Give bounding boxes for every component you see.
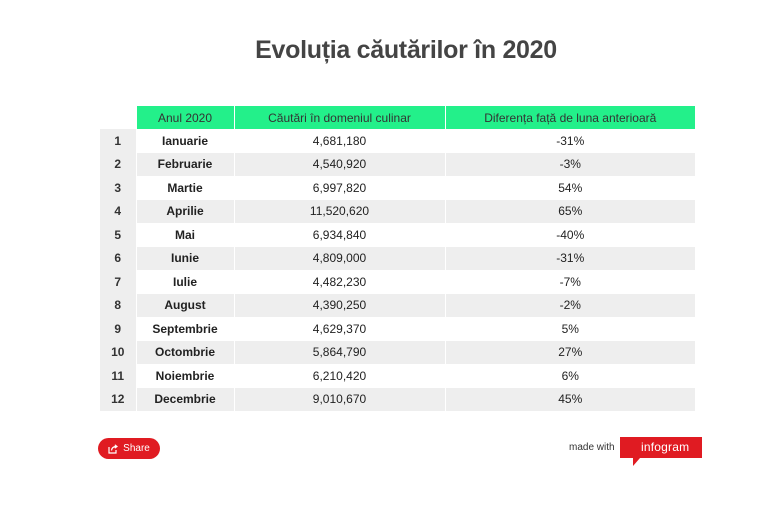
difference-cell: 65% xyxy=(445,200,695,224)
difference-cell: 6% xyxy=(445,364,695,388)
month-cell: Iulie xyxy=(136,270,234,294)
header-corner xyxy=(100,106,136,129)
difference-cell: 27% xyxy=(445,341,695,365)
searches-cell: 6,997,820 xyxy=(234,176,445,200)
difference-cell: -31% xyxy=(445,129,695,153)
table-row xyxy=(100,341,695,365)
row-index: 5 xyxy=(100,223,136,247)
row-index: 8 xyxy=(100,294,136,318)
table-row xyxy=(100,153,695,177)
month-cell: August xyxy=(136,294,234,318)
table-row xyxy=(100,223,695,247)
table-row xyxy=(100,317,695,341)
month-cell: Mai xyxy=(136,223,234,247)
month-cell: Ianuarie xyxy=(136,129,234,153)
row-index: 7 xyxy=(100,270,136,294)
table-row xyxy=(100,270,695,294)
difference-cell: -40% xyxy=(445,223,695,247)
table-row xyxy=(100,129,695,153)
infogram-brand[interactable]: infogram xyxy=(641,440,690,454)
difference-cell: 5% xyxy=(445,317,695,341)
share-icon xyxy=(108,444,118,454)
searches-cell: 5,864,790 xyxy=(234,341,445,365)
row-index: 12 xyxy=(100,388,136,412)
table-row xyxy=(100,364,695,388)
difference-cell: -2% xyxy=(445,294,695,318)
month-cell: Iunie xyxy=(136,247,234,271)
month-cell: Aprilie xyxy=(136,200,234,224)
row-index: 1 xyxy=(100,129,136,153)
row-index: 6 xyxy=(100,247,136,271)
difference-cell: -7% xyxy=(445,270,695,294)
difference-cell: 45% xyxy=(445,388,695,412)
table-row xyxy=(100,294,695,318)
month-cell: Octombrie xyxy=(136,341,234,365)
searches-cell: 4,390,250 xyxy=(234,294,445,318)
searches-cell: 6,210,420 xyxy=(234,364,445,388)
searches-cell: 11,520,620 xyxy=(234,200,445,224)
month-cell: Februarie xyxy=(136,153,234,177)
table-header-row xyxy=(100,106,695,129)
searches-cell: 4,629,370 xyxy=(234,317,445,341)
table-body xyxy=(100,129,695,411)
row-index: 2 xyxy=(100,153,136,177)
table-row xyxy=(100,388,695,412)
header-searches: Căutări în domeniul culinar xyxy=(234,106,445,129)
searches-cell: 4,482,230 xyxy=(234,270,445,294)
searches-cell: 4,681,180 xyxy=(234,129,445,153)
month-cell: Septembrie xyxy=(136,317,234,341)
difference-cell: 54% xyxy=(445,176,695,200)
chart-title: Evoluția căutărilor în 2020 xyxy=(255,36,557,64)
header-difference: Diferența față de luna anterioară xyxy=(445,106,695,129)
difference-cell: -31% xyxy=(445,247,695,271)
table-row xyxy=(100,247,695,271)
share-button[interactable] xyxy=(98,438,160,459)
table-row xyxy=(100,176,695,200)
share-label: Share xyxy=(123,443,150,454)
searches-cell: 9,010,670 xyxy=(234,388,445,412)
searches-cell: 6,934,840 xyxy=(234,223,445,247)
month-cell: Martie xyxy=(136,176,234,200)
searches-cell: 4,540,920 xyxy=(234,153,445,177)
row-index: 4 xyxy=(100,200,136,224)
data-table xyxy=(100,106,695,411)
row-index: 11 xyxy=(100,364,136,388)
month-cell: Noiembrie xyxy=(136,364,234,388)
made-with-text: made with xyxy=(569,442,615,453)
row-index: 3 xyxy=(100,176,136,200)
searches-cell: 4,809,000 xyxy=(234,247,445,271)
header-year: Anul 2020 xyxy=(136,106,234,129)
row-index: 10 xyxy=(100,341,136,365)
table-row xyxy=(100,200,695,224)
month-cell: Decembrie xyxy=(136,388,234,412)
row-index: 9 xyxy=(100,317,136,341)
difference-cell: -3% xyxy=(445,153,695,177)
